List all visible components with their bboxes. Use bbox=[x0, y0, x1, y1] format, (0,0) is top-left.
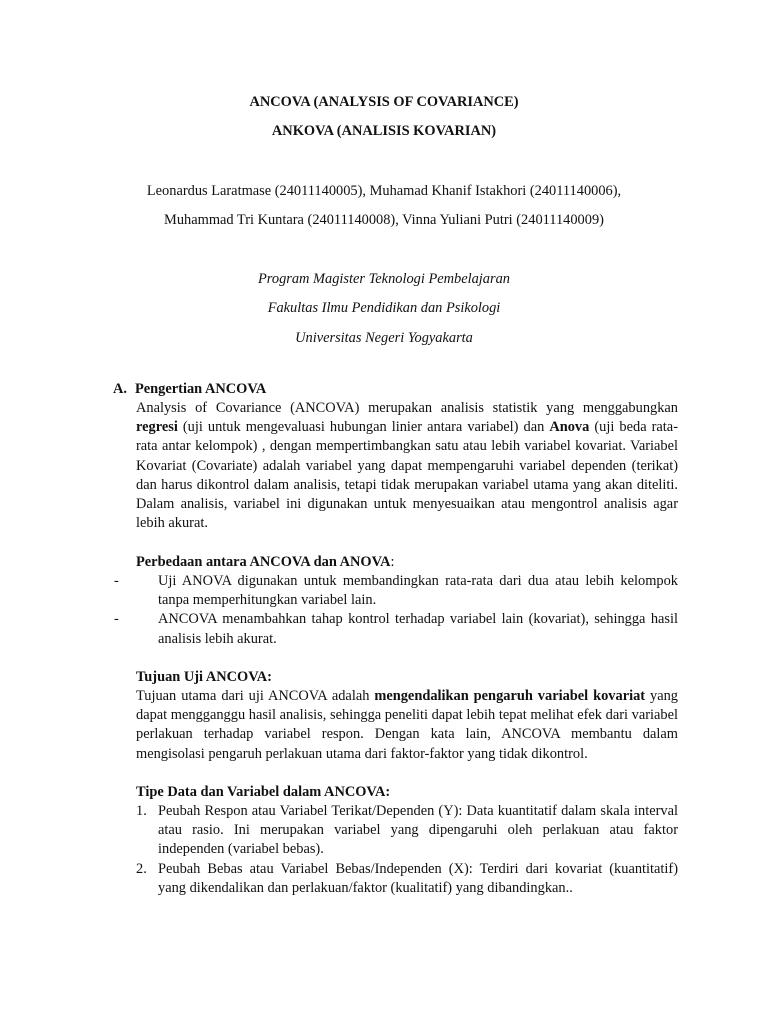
tujuan-bold: mengendalikan pengaruh variabel kovariat bbox=[374, 688, 646, 704]
title-line-1: ANCOVA (ANALYSIS OF COVARIANCE) bbox=[249, 94, 519, 110]
definition-bold-regresi: regresi bbox=[136, 419, 178, 436]
definition-text-3: (uji beda rata-rata antar kelompok) , dengan mempertimbangkan satu atau lebih variabel kovariat. Variabel Kovariat (Covariate) adalah variabel yang dapat mempengaruhi variabel dependen (terikat) dan harus dikontrol dalam analisis, tetapi tidak merupakan variabel utama yang akan diteliti. Dalam analisis, variabel ini digunakan untuk menyesuaikan atau mengontrol analisis agar lebih akurat. bbox=[136, 419, 678, 532]
perbedaan-heading bbox=[136, 553, 678, 572]
affiliation-program: Program Magister Teknologi Pembelajaran bbox=[258, 271, 510, 287]
list-item-text: Uji ANOVA digunakan untuk membandingkan rata-rata dari dua atau lebih kelompok tanpa memperhitungkan variabel lain. bbox=[158, 573, 678, 609]
definition-text-2: (uji untuk mengevaluasi hubungan linier antara variabel) dan bbox=[177, 419, 550, 436]
tipe-heading: Tipe Data dan Variabel dalam ANCOVA: bbox=[136, 784, 391, 800]
section-a-heading bbox=[113, 380, 266, 399]
section-a-letter: A. bbox=[113, 381, 127, 397]
title-line-2: ANKOVA (ANALISIS KOVARIAN) bbox=[271, 123, 497, 139]
definition-text-1: Analysis of Covariance (ANCOVA) merupakan analisis statistik yang menggabungkan bbox=[136, 400, 678, 416]
authors-line-2: Muhammad Tri Kuntara (24011140008), Vinna Yuliani Putri (24011140009) bbox=[164, 212, 604, 228]
perbedaan-colon: : bbox=[390, 554, 395, 570]
list-item bbox=[114, 610, 678, 648]
list-item-text: Peubah Respon atau Variabel Terikat/Dependen (Y): Data kuantitatif dalam skala interval atau rasio. Ini merupakan variabel yang dipengaruhi oleh perlakuan atau faktor independen (variabel bebas). bbox=[158, 803, 678, 858]
affiliation-faculty: Fakultas Ilmu Pendidikan dan Psikologi bbox=[267, 300, 501, 316]
affiliation-university: Universitas Negeri Yogyakarta bbox=[295, 330, 473, 346]
list-item bbox=[136, 802, 678, 860]
list-item-mark: - bbox=[114, 573, 119, 589]
list-item bbox=[114, 572, 678, 610]
authors-line-1: Leonardus Laratmase (24011140005), Muhamad Khanif Istakhori (24011140006), bbox=[146, 183, 622, 199]
tujuan-heading: Tujuan Uji ANCOVA: bbox=[136, 669, 272, 685]
tujuan-paragraph bbox=[136, 687, 678, 764]
list-item-number: 2. bbox=[136, 860, 147, 877]
tujuan-text-2: yang dapat mengganggu hasil analisis, sehingga peneliti dapat lebih tepat melihat efek dari variabel perlakuan terhadap variabel respon. Dengan kata lain, ANCOVA membantu dalam mengisolasi pengaruh perlakuan utama dari faktor-faktor yang tidak dikontrol. bbox=[136, 688, 679, 762]
tipe-list bbox=[136, 802, 678, 898]
perbedaan-list bbox=[114, 572, 678, 649]
definition-paragraph bbox=[136, 399, 678, 533]
list-item bbox=[136, 860, 678, 898]
definition-bold-anova: Anova bbox=[549, 419, 590, 436]
list-item-text: ANCOVA menambahkan tahap kontrol terhadap variabel lain (kovariat), sehingga hasil analisis lebih akurat. bbox=[158, 611, 678, 647]
list-item-text: Peubah Bebas atau Variabel Bebas/Independen (X): Terdiri dari kovariat (kuantitatif) yang dikendalikan dan perlakuan/faktor (kualitatif) yang dibandingkan.. bbox=[158, 860, 678, 896]
list-item-number: 1. bbox=[136, 803, 147, 819]
list-item-mark: - bbox=[114, 611, 119, 628]
section-a-title: Pengertian ANCOVA bbox=[135, 381, 267, 397]
perbedaan-title: Perbedaan antara ANCOVA dan ANOVA bbox=[136, 554, 391, 570]
tujuan-text-1: Tujuan utama dari uji ANCOVA adalah bbox=[136, 688, 375, 704]
